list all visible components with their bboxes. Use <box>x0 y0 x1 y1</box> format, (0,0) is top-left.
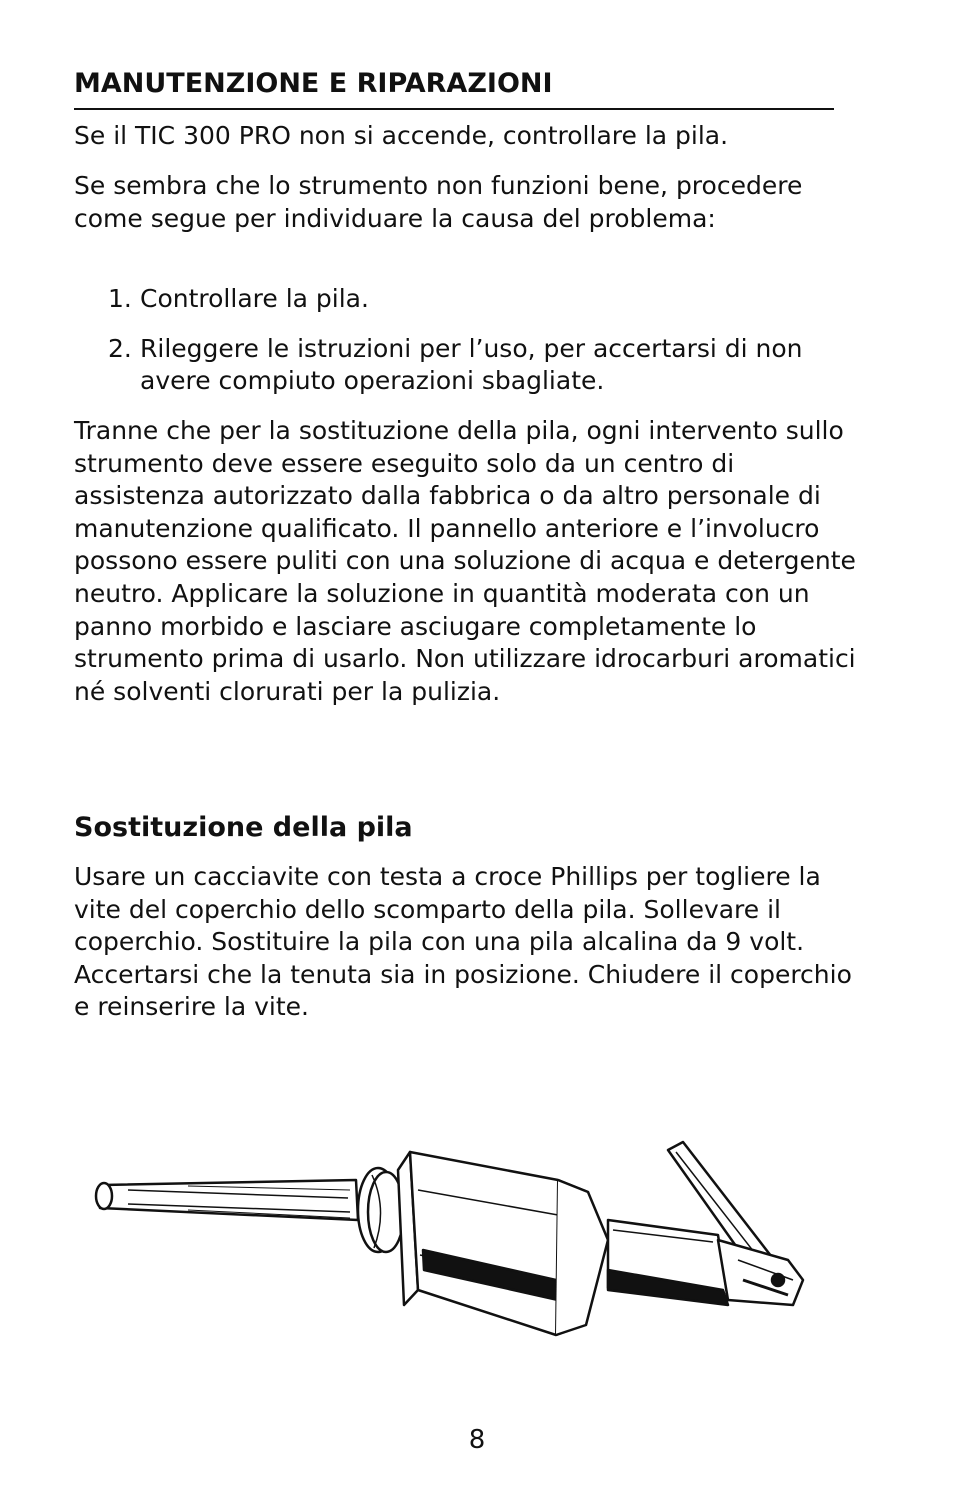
troubleshoot-paragraph: Se sembra che lo strumento non funzioni bene, procedere come segue per individuare la causa del problema: <box>74 171 803 233</box>
step-text: Rileggere le istruzioni per l’uso, per accertarsi di non avere compiuto operazioni sbagliate. <box>140 333 803 396</box>
list-item <box>108 333 828 398</box>
intro-paragraph: Se il TIC 300 PRO non si accende, controllare la pila. <box>74 121 729 150</box>
battery-paragraph: Usare un cacciavite con testa a croce Phillips per togliere la vite del coperchio dello scomparto della pila. Sollevare il coperchio. Sostituire la pila con una pila alcalina da 9 volt. Accertarsi che la tenuta sia in posizione. Chiudere il coperchio e reinserire la vite. <box>74 862 852 1022</box>
step-text: Controllare la pila. <box>140 284 369 313</box>
step-number: 1. <box>108 284 132 313</box>
battery-section-title: Sostituzione della pila <box>74 812 413 843</box>
tester-illustration <box>88 1130 818 1350</box>
section-title: MANUTENZIONE E RIPARAZIONI <box>74 66 834 110</box>
steps-list <box>108 283 828 398</box>
maintenance-paragraph: Tranne che per la sostituzione della pila, ogni intervento sullo strumento deve essere eseguito solo da un centro di assistenza autorizzato dalla fabbrica o da altro personale di manutenzione qualificato. Il pannello anteriore e l’involucro possono essere puliti con una soluzione di acqua e detergente neutro. Applicare la soluzione in quantità moderata con un panno morbido e lasciare asciugare completamente lo strumento prima di usarlo. Non utilizzare idrocarburi aromatici né solventi clorurati per la pulizia. <box>74 416 856 706</box>
list-item <box>108 283 828 316</box>
step-number: 2. <box>108 333 132 363</box>
page-number: 8 <box>468 1425 486 1455</box>
